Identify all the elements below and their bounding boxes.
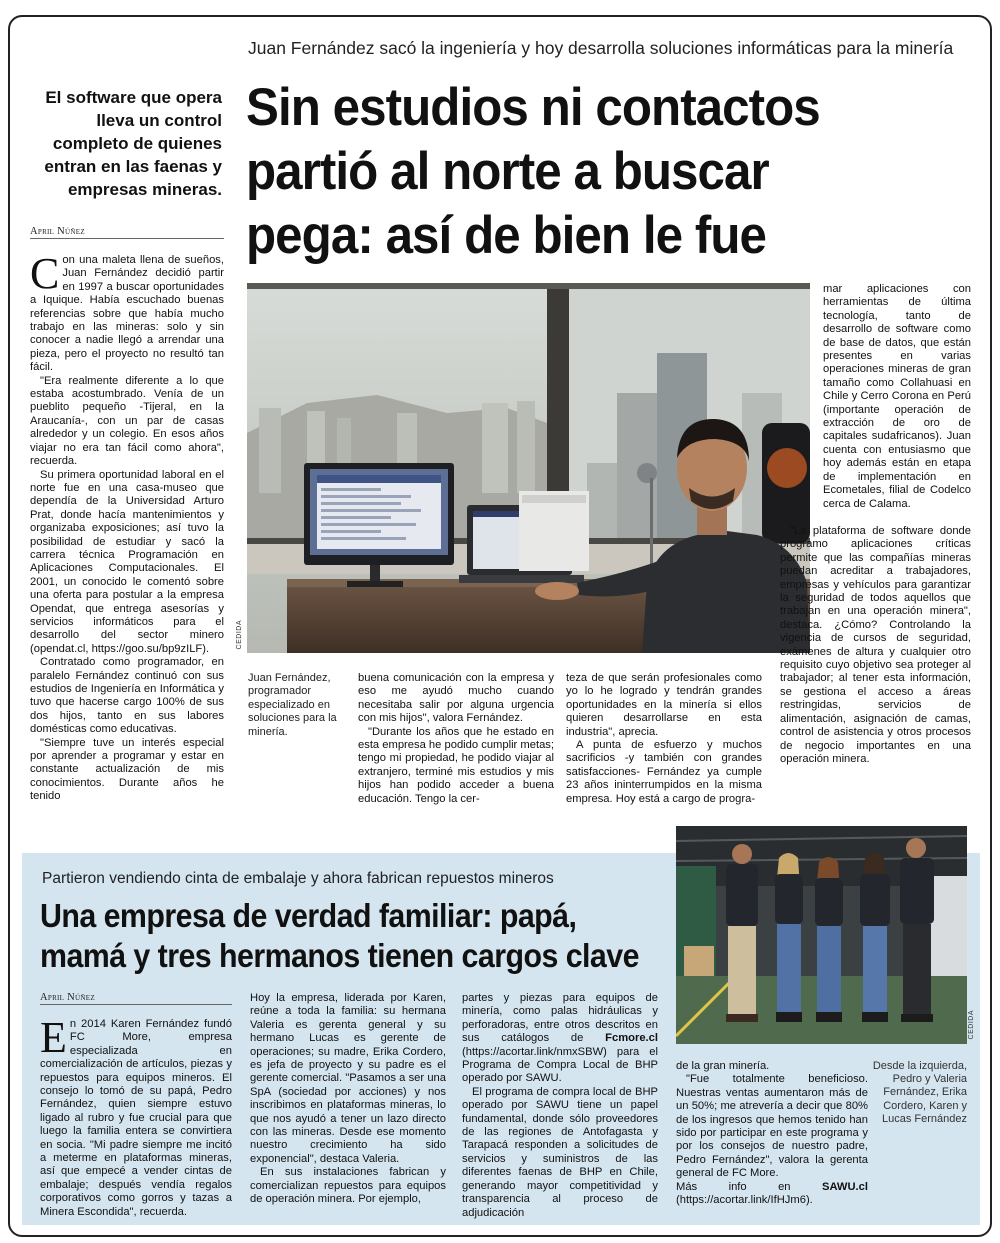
paragraph: de la gran minería. (676, 1060, 770, 1072)
paragraph-text: (https://acortar.link/IfHJm6). (676, 1194, 813, 1207)
headline-line: mamá y tres hermanos tienen cargos clave (40, 937, 639, 974)
family-photo-illustration (676, 826, 967, 1044)
fcmore-link[interactable]: Fcmore.cl (605, 1032, 658, 1045)
article1-headline (246, 76, 841, 268)
headline-line: partió al norte a buscar (246, 142, 769, 201)
article1-photo-credit: CEDIDA (236, 620, 243, 650)
sawu-link[interactable]: SAWU.cl (821, 1180, 868, 1193)
paragraph: "Siempre tuve un interés especial por aprender a programar y estar en constante actualización de mis conocimientos. Durante años he tenido (30, 736, 224, 803)
paragraph-text: partes y piezas para equipos de minería, como palas hidráulicas y perforadoras, entre otros descritos en sus catálogos de (462, 992, 658, 1045)
paragraph: El programa de compra local de BHP operado por SAWU tiene un papel fundamental, donde sólo proveedores de las regiones de Antofagasta y Tarapacá responden a solicitudes de servicios y suministros de las diferentes faenas de BHP en Chile, generando mayor competitividad y transparencia al proceso de adjudicación (462, 1085, 658, 1219)
paragraph: teza de que serán profesionales como yo lo he logrado y tendrán grandes oportunidades en la minería si ellos quieren desarrollarse en esta industria", aprecia. (566, 672, 762, 738)
article2-column-3 (462, 992, 658, 1220)
article2-photo (676, 826, 967, 1044)
article1-column-3 (566, 672, 762, 806)
drop-cap: E (40, 1013, 67, 1062)
article2-column-1 (40, 1013, 232, 1219)
headline-line: Sin estudios ni contactos (246, 78, 820, 137)
article1-column-4 (823, 283, 971, 511)
article1-caption: Juan Fernández, programador especializado en soluciones para la minería. (248, 672, 337, 738)
paragraph: Su primera oportunidad laboral en el norte fue en una casa-museo que dependía de la Universidad Arturo Prat, donde hacía mantenimientos y organizaba exposiciones; así tuvo la posibilidad de estudiar y sacó la carrera técnica Programación en Aplicaciones Computacionales. El 2001, un conocido le comentó sobre una oferta para postular a la empresa Opendat, que entrega asesorías y servicios informáticos para el desarrollo del sector minero (opendat.cl, https://goo.su/bp9zILF). (30, 468, 224, 655)
article2-column-2 (250, 992, 446, 1207)
article1-column-4-continued (780, 525, 971, 766)
paragraph-text: (https://acortar.link/nmxSBW) para el Programa de Compra Local de BHP operado por SAWU. (462, 1045, 658, 1085)
paragraph (462, 992, 658, 1086)
article2-kicker: Partieron vendiendo cinta de embalaje y ahora fabrican repuestos mineros (42, 870, 554, 887)
article1-deck: El software que opera lleva un control completo de quienes entran en las faenas y empresas mineras. (44, 88, 222, 199)
paragraph-text: Más info en (676, 1180, 822, 1193)
paragraph: buena comunicación con la empresa y eso me ayudó mucho cuando necesitaba salir por alguna urgencia con mis hijos", valora Fernández. (358, 672, 554, 725)
paragraph: "Durante los años que he estado en esta empresa he podido cumplir metas; tengo mi propiedad, he podido viajar al extranjero, terminé mis estudios y mis hijos han podido acceder a buena educación. Tengo la cer- (358, 725, 554, 805)
paragraph: on una maleta llena de sueños, Juan Fernández decidió partir en 1997 a buscar oportunidades a Iquique. Había escuchado buenas referencias sobre que había mucho trabajo en las mineras: solo y sin conocer a nadie llegó a arrendar una pieza, pero el proyecto no resultó tan fácil. (30, 254, 224, 374)
article1-column-1 (30, 249, 224, 804)
paragraph: mar aplicaciones con herramientas de última tecnología, tanto de desarrollo de software como de base de datos, que están presentes en varias operaciones mineras de gran tamaño como Collahuasi en Chile y Cerro Corona en Perú (importante operación de extracción de oro de capitales sudafricanos). Juan cuenta con entusiasmo que hoy además están en etapa de implementación en Ecometales, filial de Codelco cerca de Calama. (823, 283, 971, 510)
office-photo-illustration (247, 283, 810, 653)
article1-kicker: Juan Fernández sacó la ingeniería y hoy desarrolla soluciones informáticas para la minería (248, 38, 954, 58)
drop-cap: C (30, 249, 60, 298)
headline-line: pega: así de bien le fue (246, 206, 767, 265)
paragraph: "Fue totalmente beneficioso. Nuestras ventas aumentaron más de un 50%; me atrevería a decir que 80% de los ingresos que hemos tenido han sido por participar en este programa y por los consejos de nuestro padre, Pedro Fernández", valora la gerenta general de FC More. (676, 1073, 868, 1180)
paragraph: Contratado como programador, en paralelo Fernández continuó con sus estudios de Ingeniería en Informática y tuvo que hacerse cargo 100% de sus dos hijos, tanto en sus labores domésticas como educativas. (30, 656, 224, 736)
article1-photo (247, 283, 810, 653)
headline-line: Una empresa de verdad familiar: papá, (40, 897, 577, 934)
paragraph: En sus instalaciones fabrican y comercializan repuestos para equipos de operación minera. Por ejemplo, (250, 1166, 446, 1206)
paragraph: Hoy la empresa, liderada por Karen, reúne a toda la familia: su hermana Valeria es gerenta general y su hermano Lucas es gerente de operaciones; su madre, Erika Cordero, es jefa de proyecto y su padre es el gerente comercial. "Pasamos a ser una SpA (sociedad por acciones) y nos inscribimos en plataformas mineras, lo que nos ayudó a tener un lazo directo con las mineras. Desde ese momento nuestro crecimiento ha sido exponencial", destaca Valeria. (250, 992, 446, 1165)
article2-byline: April Núñez (40, 992, 232, 1005)
paragraph (676, 1181, 868, 1208)
paragraph: "Era realmente diferente a lo que estaba acostumbrado. Venía de un pueblito pequeño -Tijeral, en la Araucanía-, con un par de casas alrededor y un colegio. En esos años viajar no era tan fácil como ahora", recuerda. (30, 374, 224, 468)
paragraph: "La plataforma de software donde programo aplicaciones críticas permite que las compañías mineras puedan acreditar a trabajadores, empresas y vehículos para garantizar la seguridad de todos aquellos que trabajan en una operación minera", destaca. ¿Cómo? Controlando la vigencia de cursos de seguridad, exámenes de altura y cualquier otro requisito cuyo objetivo sea proteger al trabajador; al tener esta información, se gestiona el acceso a áreas restringidas, servicios de alimentación, asignación de camas, control de asistencia y otros procesos de negocio importantes en una operación minera. (780, 525, 971, 765)
article2-caption: Desde la izquierda, Pedro y Valeria Fernández, Erika Cordero, Karen y Lucas Fernández (872, 1060, 967, 1125)
article2-photo-credit: CEDIDA (968, 1010, 975, 1040)
article1-byline: April Núñez (30, 226, 224, 239)
article1-column-2 (358, 672, 554, 806)
article2-headline (40, 896, 639, 976)
paragraph: n 2014 Karen Fernández fundó FC More, empresa especializada en comercialización de artículos, piezas y repuestos para equipos mineros. El consejo lo tomó de su papá, Pedro Fernández, quien siempre estuvo ligado al rubro y fue crucial para que luego la familia entera se convirtiera en socia. "Mi padre siempre me incitó a meterme en plataformas mineras, así que empecé a vender cintas de embalaje; después vendía regalos corporativos como gorros y tazas a Minera Escondida", recuerda. (40, 1018, 232, 1218)
paragraph: A punta de esfuerzo y muchos sacrificios -y también con grandes satisfacciones- Fernández ya cumple 23 años ininterrumpidos en la misma empresa. Hoy está a cargo de progra- (566, 739, 762, 805)
article2-column-4 (676, 1060, 868, 1207)
